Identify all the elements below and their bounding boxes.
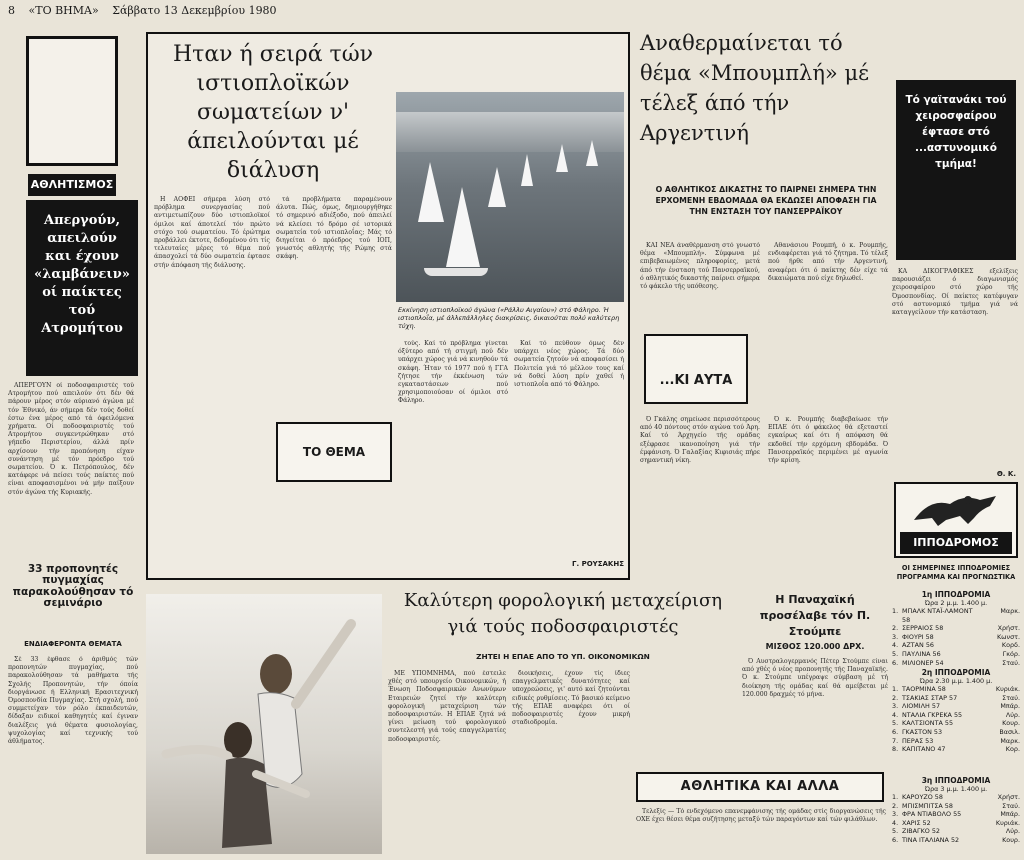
boublis-headline: Αναθερμαίνεται τό θέμα «Μπουμπλή» μέ τέλεξ άπό τήν Αργεντινή [640, 31, 869, 145]
tax-paragraph-a: ΜΕ ΥΠΟΜΝΗΜΑ, πού έστειλε χθές στό υπουργείο Οικονομικών, ή Ένωση Ποδοσφαιρικών Ανωνύμων Εταιρειών ζητεί τήν καλύτερη φορολογική μεταχείριση τών ποδοσφαιριστών. Η ΕΠΑΕ ζητά νά γίνει μείωση τού φορολογικού συντελεστή γιά τούς επαγγελματίες ποδοσφαιριστές. [388, 670, 506, 743]
sailing-text-col-d [514, 340, 624, 552]
handball-headline-box [896, 80, 1016, 260]
sailing-paragraph-c: τούς. Καί τό πρόβλημα γίνεται όξύτερο από τή στιγμή πού δέν υπάρχει χώρος γιά νά κινηθούν τά σκάφη. Ήταν τό 1977 πού ή ΓΓΑ ζήτησε τήν έκκένωση τών εγκαταστάσεων πού χρησιμοποιούσαν οί όμιλοι στό Φάληρο. [398, 340, 508, 405]
sail-shape [521, 154, 533, 186]
handball-headline: Τό γαϊτανάκι τού χειροσφαίρου έφτασε στό ...αστυνομικό τμήμα! [905, 94, 1007, 170]
boublis-text-col-c [640, 416, 760, 586]
boublis-paragraph-b: Αθανάσιου Ρουμπή, ό κ. Ρουμπής, ενδιαφέρεται γιά τό ζήτημα. Τό τέλεξ πού ήρθε από τήν Αργεντινή, αναφέρει ότι ό παίκτης δέν είχε τά δικαιώματα πού είχε δηλωθεί. [768, 242, 888, 282]
race-row: 6. ΤΙΝΑ ΙΤΑΛΙΑΝΑ 52 Κουρ. [892, 835, 1020, 844]
skaters-illustration [146, 594, 382, 854]
race-row: 1. ΜΠΑΛΚ ΝΤΑΪ-ΛΑΜΟΝΤ 58 Μαρκ. [892, 607, 1020, 624]
panachaiki-headline: Η Παναχαϊκή προσέλαβε τόν Π. Στούμπε [759, 593, 871, 638]
race-row: 6. ΜΙΛΙΟΝΕΡ 54 Σταύ. [892, 658, 1020, 667]
tax-subheadline: ΖΗΤΕΙ Η ΕΠΑΕ ΑΠΟ ΤΟ ΥΠ. ΟΙΚΟΝΟΜΙΚΩΝ [476, 652, 650, 661]
left-top-ornament-box [26, 36, 118, 166]
race-row: 4. ΝΤΑΛΙΑ ΓΚΡΕΚΑ 55 Λύρ. [892, 710, 1020, 719]
boublis-paragraph-c: Ό Γκάλης σημείωσε περισσότερους από 40 πόντους στόν αγώνα τού Άρη. Καί τό Άρχηγείο τής ομάδας εξέφρασε ικανοποίηση γιά τήν έμφάνιση. Ό Γαλαξίας Κιφισιάς πήρε σημαντική νίκη. [640, 416, 760, 465]
hippodrome-label: ΙΠΠΟΔΡΟΜΟΣ [900, 532, 1012, 554]
kai-afta-box [644, 334, 748, 404]
race-row: 5. ΚΑΛΤΣΙΟΝΤΑ 55 Κουρ. [892, 719, 1020, 728]
sailing-paragraph-a: Η ΑΟΦΕΙ σήμερα λύση στό πρόβλημα συνεργασίας πού αντιμετωπίζουν δύο ιστιοπλοϊκοί όμιλοι καί άποτελεί τόν πρώτο στόχο τού σωματείου. Τό έρώτημα προβάλλει έκτοτε, δεδομένου ότι τίς τελευταίες μέρες τό θέμα πού άπασχολεί τά δύο σωματεία έφτασε στήν άπόφαση τής διάλυσης. [154, 196, 270, 269]
race-3-title: 3η ΙΠΠΟΔΡΟΜΙΑ [921, 776, 991, 785]
boublis-paragraph-a: ΚΑΙ ΝΕΑ άναθέρμανση στό γνωστό θέμα «Μπουμπλή». Σύμφωνα μέ επιβεβαιωμένες πληροφορίες, μετά άπό τήν ένσταση τού Πανσερραϊκού, ό αθλητικός δικαστής παίρνει σήμερα τό φάκελο τής υπόθεσης. [640, 242, 760, 291]
sailing-paragraph-d: Καί τό πεύθουν όμως δέν υπάρχει νέος χώρος. Τά δύο σωματεία ζητούν νά αποφασίσει ή Πολιτεία γιά τό μέλλον τους καί νά δοθεί λύση πρίν χαθεί ή ιστιοπλοΐα από τό Φάληρο. [514, 340, 624, 389]
tax-headline: Καλύτερη φορολογική μεταχείριση γιά τούς ποδοσφαιριστές [403, 590, 723, 637]
race-row: 7. ΠΕΡΑΣ 53 Μαρκ. [892, 736, 1020, 745]
page-header [8, 4, 608, 22]
athletics-more-label: ΑΘΛΗΤΙΚΑ ΚΑΙ ΑΛΛΑ [680, 779, 840, 794]
race-row: 1. ΚΑΡΟΥΖΟ 58 Χρήστ. [892, 793, 1020, 801]
race-row: 2. ΤΣΑΚΙΑΣ ΣΤΑΡ 57 Σταύ. [892, 693, 1020, 702]
strike-headline: Απεργούν, απειλούν και έχουν «λαμβάνειν» οί παίκτες τού Ατρομήτου [34, 213, 130, 336]
strike-article-text [8, 382, 134, 552]
sail-shape [556, 144, 568, 172]
race-row: 4. ΧΑΡΙΣ 52 Κυριάκ. [892, 818, 1020, 827]
photo-boat-hull [424, 268, 488, 276]
sail-shape [488, 167, 506, 207]
race-row: 8. ΚΑΠΙΤΑΝΟ 47 Κορ. [892, 745, 1020, 754]
tax-text-col-b [512, 670, 630, 854]
boublis-paragraph-d: Ό κ. Ρουμπής διαβεβαίωσε τήν ΕΠΑΕ ότι ό φάκελος θά εξεταστεί εγκαίρως καί ότι ή απόφαση θά εκδοθεί τήν ερχόμενη εβδομάδα. Ό Πανσερραϊκός περιμένει μέ αγωνία τήν κρίση. [768, 416, 888, 465]
athletics-more-paragraph: Τελεξίς — Τό ενδεχόμενο επανεμφάνισης τής ομάδας στίς διοργανώσεις τής ΟΧΕ έχει θέσει θέμα συζήτησης μεταξύ τών παραγόντων καί τών φιλάθλων. [636, 808, 886, 824]
race-2-time: Ώρα 2.30 μ.μ. 1.400 μ. [919, 677, 993, 685]
seminar-article-paragraph: Σέ 33 έφθασε ό άριθμός τών προπονητών πυγμαχίας, πού παρακολούθησαν τά μαθήματα τής Σχολής Προπονητών, τήν όποία διοργάνωσε ή Ελληνική Ερασιτεχνική Όμοσπονδία Πυγμαχίας. Στή σχολή, πού συμμετείχαν τόν ρόλο έκπαιδευτών, δίδαξαν ειδικοί καθηγητές καί έγιναν διαλέξεις γιά θέματα φυσιολογίας, ψυχολογίας καί τεχνικής τού άθλήματος. [8, 656, 138, 746]
boublis-article [640, 28, 888, 588]
section-label-text: ΑΘΛΗΤΙΣΜΟΣ [30, 178, 114, 191]
issue-date: Σάββατο 13 Δεκεμβρίου 1980 [112, 4, 277, 17]
sail-shape [418, 162, 444, 222]
race-row: 5. ΖΙΒΑΓΚΟ 52 Λύρ. [892, 827, 1020, 836]
panachaiki-paragraph: Ό Αυστραλογερμανός Πέτερ Στούμπε είναι από χθές ό νέος προπονητής τής Παναχαϊκής. Ό κ. Στούμπε υπέγραψε σύμβαση μέ τή διοίκηση τής ομάδας καί θά αμείβεται μέ 120.000 δραχμές τό μήνα. [742, 658, 888, 698]
race-row: 2. ΜΠΙΣΜΠΙΤΣΑ 58 Σταύ. [892, 801, 1020, 810]
sail-shape [446, 187, 480, 267]
tax-paragraph-b: διοικήσεις, έχουν τίς ίδιες επαγγελματικές δυνατότητες καί υποχρεώσεις, γι' αυτό καί ζητούνται ειδικές ρυθμίσεις. Τό βασικό κείμενο τής ΕΠΑΕ αναφέρει ότι οί ποδοσφαιριστές έχουν μικρή σταδιοδρομία. [512, 670, 630, 727]
newspaper-name: «ΤΟ ΒΗΜΑ» [28, 4, 99, 17]
handball-text [892, 268, 1018, 468]
race-row: 1. ΤΑΟΡΜΙΝΑ 58 Κυριάκ. [892, 685, 1020, 693]
sailing-photo [396, 92, 624, 302]
sailing-text-col-c [398, 340, 508, 564]
race-row: 4. ΑΖΤΑΝ 56 Κορδ. [892, 641, 1020, 650]
sailing-headline: Ηταν ή σειρά τών ιστιοπλοϊκών σωματείων ν' άπειλούνται μέ διάλυση [172, 42, 374, 183]
race-1 [892, 590, 1020, 667]
panachaiki-article [742, 592, 888, 766]
seminar-headline: 33 προπονητές πυγμαχίας παρακολούθησαν τό σεμινάριο [12, 563, 134, 609]
sailing-photo-caption: Εκκίνηση ιστιοπλοϊκού άγώνα («Ράλλυ Αιγαίου») στό Φάληρο. Ή ιστιοπλοΐα, μέ άλλεπάλληλες διακρίσεις, δικαιούται πολύ καλύτερη τύχη. [398, 306, 620, 330]
race-3 [892, 776, 1020, 854]
race-1-list [892, 607, 1020, 667]
seminar-subtitle: ΕΝΔΙΑΦΕΡΟΝΤΑ ΘΕΜΑΤΑ [24, 640, 122, 648]
strike-article-paragraph: ΑΠΕΡΓΟΥΝ οί ποδοσφαιριστές τού Ατρομήτου πού απειλούν ότι δέν θά πάρουν μέρος στόν αύριανό άγώνα μέ τόν Έθνικό, άν σήμερα δέν τούς δοθεί έστω ένα μέρος από τά όφειλόμενα χρήματα. Οί ποδοσφαιριστές τού Ατρομήτου συγκεντρώθηκαν στό γήπεδο Περιστερίου, άλλά πρίν αρχίσουν τήν προπόνηση είχαν συνάντηση μέ τόν πρόεδρο τού σωματείου. Ό κ. Πετρόπουλος, δέν κατάφερε νά πείσει τούς παίκτες πού είναι αποφασισμένοι νά μήν παίξουν στόν άγώνα τής Κυριακής. [8, 382, 134, 496]
race-2-title: 2η ΙΠΠΟΔΡΟΜΙΑ [921, 668, 991, 677]
horse-icon [910, 490, 1004, 528]
page-number: 8 [8, 4, 15, 17]
athletics-more-box [636, 772, 884, 802]
race-row: 6. ΓΚΑΣΤΟΝ 53 Βασιλ. [892, 727, 1020, 736]
seminar-article-text [8, 656, 138, 852]
race-row: 3. ΛΙΟΜΙΛΗ 57 Μπάρ. [892, 702, 1020, 711]
strike-headline-box [26, 200, 138, 376]
race-3-list [892, 793, 1020, 845]
sailing-paragraph-b: τά προβλήματα παραμένουν άλυτα. Πώς, όμως, δημιουργήθηκε τό σημερινό αδιέξοδο, πού άπειλεί νά κλείσει τό δρόμο σέ ιστορικά σωματεία τού ιστιοπλοΐας; Μάς τό διηγείται ό πρόεδρος τού ΙΟΠ, γνωστός αθλητής τής Ρώμης στά σκάφη. [276, 196, 392, 261]
boublis-text-col-d [768, 416, 888, 586]
sailing-text-col-b [276, 196, 392, 416]
boublis-text-col-b [768, 242, 888, 412]
the-topic-box [276, 422, 392, 482]
left-column [8, 24, 136, 854]
handball-paragraph: ΚΑ ΔΙΚΟΓΡΑΦΙΚΕΣ εξελίξεις παρουσιάζει ό διαγωνισμός χειροσφαίρου στό χώρο τής Όμοσπονδίας. Οί παίκτες κατέφυγαν στό αστυνομικό τμήμα γιά νά καταγγείλουν τήν κατάσταση. [892, 268, 1018, 317]
race-3-time: Ώρα 3 μ.μ. 1.400 μ. [924, 785, 988, 793]
race-1-title: 1η ΙΠΠΟΔΡΟΜΙΑ [921, 590, 991, 599]
hippodrome-logo-box [894, 482, 1018, 558]
sailing-article-box [146, 32, 630, 580]
section-label-athletics [28, 174, 116, 196]
handball-signature: Θ. Κ. [996, 470, 1016, 478]
sailing-text-col-a [154, 196, 270, 486]
race-1-time: Ώρα 2 μ.μ. 1.400 μ. [924, 599, 988, 607]
race-2 [892, 668, 1020, 756]
boublis-subheadline: Ο ΑΘΛΗΤΙΚΟΣ ΔΙΚΑΣΤΗΣ ΤΟ ΠΑΙΡΝΕΙ ΣΗΜΕΡΑ ΤΗΝ ΕΡΧΟΜΕΝΗ ΕΒΔΟΜΑΔΑ ΘΑ ΕΚΔΩΣΕΙ ΑΠΟΦΑΣΗ ΓΙΑ ΤΗΝ ΕΝΣΤΑΣΗ ΤΟΥ ΠΑΝΣΕΡΡΑΪΚΟΥ [655, 185, 877, 216]
sail-shape [586, 140, 598, 166]
race-row: 2. ΣΕΡΡΑΙΟΣ 58 Χρήστ. [892, 624, 1020, 633]
race-2-list [892, 685, 1020, 754]
right-column [892, 80, 1020, 856]
panachaiki-subtitle: ΜΙΣΘΟΣ 120.000 ΔΡΧ. [765, 642, 865, 651]
race-row: 3. ΦΙΟΥΡΙ 58 Κωνστ. [892, 632, 1020, 641]
hippodrome-subtitle: ΟΙ ΣΗΜΕΡΙΝΕΣ ΙΠΠΟΔΡΟΜΙΕΣ ΠΡΟΓΡΑΜΜΑ ΚΑΙ ΠΡΟΓΝΩΣΤΙΚΑ [896, 564, 1016, 581]
panachaiki-text [742, 658, 888, 762]
race-row: 5. ΠΑΥΛΙΝΑ 56 Γκόρ. [892, 649, 1020, 658]
kai-afta-label: ...ΚΙ ΑΥΤΑ [659, 373, 733, 388]
race-row: 3. ΦΡΑ ΝΤΙΑΒΟΛΟ 55 Μπάρ. [892, 810, 1020, 819]
tax-text-col-a [388, 670, 506, 854]
athletics-more-text [636, 808, 886, 854]
the-topic-label: ΤΟ ΘΕΜΑ [302, 445, 366, 459]
sailing-byline: Γ. ΡΟΥΣΑΚΗΣ [572, 560, 624, 568]
skaters-photo [146, 594, 382, 854]
